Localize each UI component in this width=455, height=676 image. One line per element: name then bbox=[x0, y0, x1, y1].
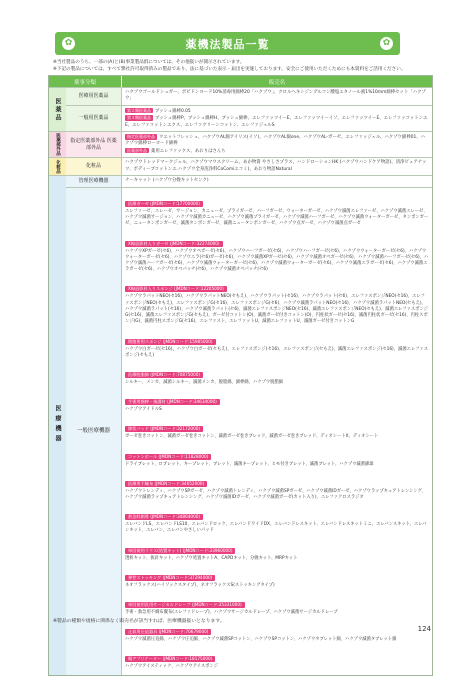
list-item bbox=[125, 591, 429, 616]
list-item bbox=[125, 361, 429, 386]
list-item bbox=[125, 388, 429, 413]
product-names: ハクゾウゴールドシュガー、ポビドンヨード10%消毒用綿棒20「ハクゾウ」、クロルヘキシジングルコン酸塩エタノール液1%10mm綿棒セット「ハクゾウ」 bbox=[125, 90, 426, 102]
item-label: 眼アプリケーター (JMDNコード:18175000) bbox=[125, 656, 215, 662]
category-label: 医療機器 bbox=[49, 176, 66, 674]
item-text: ハクゾウXPガーゼ(セ6)、ハクゾウオペガーゼ(セ6)、ハクゾウハーフガーゼ(セ6)、ハクゾウハーフガーゼ(セ6)、ハクゾウウォーターガーゼ(セ6)、ハクゾウウォーターガーゼ(セ6)、ハクゾウエラ(セ6)ガーゼ(セ6)、ハクゾウ滅菌XPガーゼ(セ6)、ハクゾウ滅菌オペガーゼ(セ6)、ハクゾウ滅菌ハーフガーゼ(セ6)、ハクゾウ滅菌ハーフガーゼ(セ6)、ハクゾウ滅菌ウォーターガーゼ(セ6)、ハクゾウ滅菌ウォーターガーゼ(セ6)、ハクゾウ滅菌エラガーゼ(セ6)、ハクゾウ滅菌エラガーゼ(セ6)、ハクゾウオペパッチ(セ6)、ハクゾウ滅菌オペパッチ(セ6) bbox=[125, 248, 429, 273]
item-label: X線造影材入りスポンジ (JMDNコード:12205000) bbox=[125, 286, 227, 292]
product-text: ウエットフレッシュ、ハクゾウAL綿アイリス(イソ)、ハクゾウAL綿one、ハクゾウAL-ガーゼ、エレファッジェル、ハクゾウ綿棒01、ハクゾウ綿棒ローヨード綿棒 bbox=[125, 135, 426, 147]
item-label: 綿状パッド (JMDNコード:32172000) bbox=[125, 426, 203, 432]
product-text: ブッシュ綿棒P、ブッシュ綿棒H、ブッシュ綿棒、エレファッツイーE、エレファッツイーイソ、エレファッツイーE、エレファッコットンエE、エレファコットンエクス、エレファクリーンコットン、エレファジェルS bbox=[125, 116, 428, 128]
category-label: 医薬品 bbox=[49, 88, 66, 131]
item-label: 医療脱脂綿 (JMDNコード:70875000) bbox=[125, 372, 203, 378]
item-label: 医療用不織布 (JMDNコード:34652000) bbox=[125, 481, 207, 487]
item-text: エレファーゼ、エレーゼ、サージョン、カニューゼ、プライガーゼ、ハーフガーゼ、ウォーターガーゼ、ハクゾウ滅菌エレファーゼ、ハクゾウ滅菌エレーゼ、ハクゾウ滅菌サージョン、ハクゾウ滅菌カニューゼ、ハクゾウ滅菌プライガーゼ、ハクゾウ滅菌ハーフガーゼ、ハクゾウ滅菌ウォーターガーゼ、タンポンガーゼ、ニュータンポンガーゼ、滅菌タンポンガーゼ、滅菌ニュータンポンガーゼ、ハクゾウ点ガーゼ、ハクゾウ滅菌点ガーゼ bbox=[125, 209, 429, 227]
header-category: 薬事分類 bbox=[49, 76, 122, 87]
sub-category: 医療用医薬品 bbox=[66, 88, 122, 105]
list-item bbox=[125, 503, 429, 534]
class-tag: 第２類医薬品 bbox=[127, 107, 151, 113]
header-name: 販売名 bbox=[268, 79, 286, 86]
list-item bbox=[125, 190, 429, 228]
item-label: 単回使用ラクス(処置キット) (JMDNコード:33960000) bbox=[125, 548, 235, 554]
section-quasi-drug bbox=[49, 131, 432, 157]
sub-category: 一般医療機器 bbox=[66, 188, 122, 674]
page-number: 124 bbox=[417, 625, 431, 633]
class-tag: 第３類医薬品 bbox=[127, 115, 151, 121]
table-row bbox=[66, 105, 432, 131]
list-item bbox=[125, 415, 429, 440]
sub-category: 一般用医薬品 bbox=[66, 106, 122, 131]
category-label: 化粧品 bbox=[49, 158, 66, 175]
product-names: ナーキャット (ハクゾウ分娩キットセンク) bbox=[125, 178, 209, 184]
list-item bbox=[125, 537, 429, 562]
title-bar bbox=[55, 32, 400, 55]
item-label: 救急絆創膏 (JMDNコード:34864000) bbox=[125, 514, 203, 520]
item-label: 開腹術用スポンジ (JMDNコード:15985000) bbox=[125, 339, 216, 345]
item-text: 透析キット、抜針キット、ハクゾウ処置キットA、CAPDキット、分娩キット、MRPキット bbox=[125, 555, 298, 561]
notes bbox=[53, 59, 433, 73]
list-item bbox=[125, 275, 429, 325]
table-row bbox=[66, 176, 432, 187]
item-label: 止血用圧迫器具 (JMDNコード:70679000) bbox=[125, 629, 211, 635]
sub-category: 化粧品 bbox=[66, 158, 122, 175]
flower-icon: ✿ bbox=[62, 37, 75, 50]
item-text: ネオフラックス(ハイソックスタイプ)、ネオフラックスS(ストッキングタイプ) bbox=[125, 582, 275, 588]
item-text: 手術・救急用不織布覆布(エレファドレープ)、ハクゾウサージカルドレープ、ハクゾウ滅菌サージカルドレープ bbox=[125, 609, 338, 615]
class-tag: 医薬部外品 bbox=[127, 147, 147, 153]
item-text: ドライブレット、ロブレット、キープレット、ブレット、滅菌キープレット、ヒモ付きブレット、滅菌ブレット、ハクゾウ滅菌綿球 bbox=[125, 461, 374, 467]
class-tag: 指定医薬部外品 bbox=[127, 134, 155, 140]
list-item bbox=[125, 470, 429, 501]
sub-category: 管理医療機器 bbox=[66, 176, 122, 187]
item-text: ガーゼ巻きコットン、滅菌ガーゼ巻きコットン、滅菌ガーゼ巻きブレッド、滅菌ガーゼ巻きブレッド、ディオシートX、ディオシート bbox=[125, 434, 379, 440]
section-medical-device bbox=[49, 175, 432, 674]
list-item bbox=[125, 443, 429, 468]
product-names bbox=[122, 132, 432, 157]
item-label: コットンボール (JMDNコード:11828000) bbox=[125, 454, 211, 460]
page-title: 薬機法製品一覧 bbox=[185, 37, 270, 51]
item-text: ハクゾウトレンディ、ハクゾウSPガーゼ、ハクゾウ滅菌トレンディ、ハクゾウ滅菌SPガーゼ、ハクゾウ滅菌IDガーゼ、ハクゾウラップキュアトレンシング、ハクゾウ滅菌ラップキュアトレンシング、ハクゾウ滅菌IDガーゼ、ハクゾウ滅菌ガーゼ(カット入り)、エレファクロスラジオ bbox=[125, 488, 426, 500]
section-drug bbox=[49, 87, 432, 131]
item-text: エレバンドLS、エレバンドLS10、エレバンドロック、エレバンドワイドDX、エレバンドレスキット、エレバンドレスキットミニ、エレバンスキット、エレバンキット、エレバン、エレバンやさしいパッド bbox=[125, 522, 427, 534]
item-text: ハクゾウ滅菌圧迫綿、ハクゾウ圧迫綿、ハクゾウ滅菌SPコットン、ハクゾウSPコットン、ハクゾウタブレット綿、ハクゾウ滅菌タブレット綿 bbox=[125, 637, 397, 643]
item-label: X線造影材入りガーゼ (JMDNコード:32274000) bbox=[125, 241, 223, 247]
item-text: シルキー、メンカ、滅菌シルキー、滅菌メンカ、脱脂綿、綿棒綿、ハクゾウ脱脂綿 bbox=[125, 379, 284, 385]
section-cosmetics bbox=[49, 157, 432, 175]
list-item bbox=[125, 230, 429, 274]
item-text: ハクゾウ白ガーゼ(セ16)、ハクゾウ白ガーゼ(セもえ)、エレファスポンジ(セ16)、エレファスポンジ(セもえ)、滅菌エレファスポンジ(セ16)、滅菌エレファスポンジ(セもえ) bbox=[125, 346, 429, 358]
flower-icon: ✿ bbox=[380, 37, 393, 50]
product-text: 薬用エレファックス、あおりはさんち bbox=[151, 148, 226, 154]
table-header bbox=[49, 76, 432, 87]
footnote: ※製品の種類や規格に関係なく販売名が該当すれば、医療機器扱いとなります。 bbox=[53, 619, 225, 624]
note-line: ※下記の製品については、すべて弊社許可取得済みの製品であり、法に基づいた表示・届出を実施しております。安全にご使用いただくためにも本資料をご活用ください。 bbox=[53, 67, 406, 72]
product-text: ブッシュ綿棒0.05 bbox=[155, 108, 191, 114]
item-text: ハクゾウアイスティック、ハクゾウアイスポンジ bbox=[125, 664, 218, 670]
category-label: 医薬部外品 bbox=[49, 132, 66, 157]
item-text: ハクゾウラパットNEO(セ16)、ハクゾウラパットNEO(セもえ)、ハクゾウラパット(セ16)、ハクゾウラパット(セ6)、エレファスポンジNEO(セ16)、エレファスポンジNEO(セもえ)、エレファスポンジG(セ16)、エレファスポンジG(セ6)、ハクゾウ滅菌ラパットNEO(セ16)、ハクゾウ滅菌ラパットNEO(セもえ)、ハクゾウ滅菌ラパット(セ16)、ハクゾウ滅菌ラパット(セ6)、滅菌エレファスポンジNEO(セ16)、滅菌エレファスポンジNEO(セもえ)、滅菌エレファスポンジG(セ16)、滅菌エレファスポンジG(セもえ)、ガーゼ付コットン(O)、滅菌ガーゼ付きコットン(O)、円柱状ガーゼ(セ16)、滅菌円柱状ガーゼ(セ16)、円柱スポンジ(G)、滅菌円柱スポンジG(セ16)、エレファスト、エレファットU、滅菌エレファットU、滅菌ガーゼ付きコットンG bbox=[125, 294, 428, 325]
product-names bbox=[122, 106, 432, 131]
note-line: ※当社製品のうち、一部の(A)と(B)事業製品群については、その他扱いが開示されています。 bbox=[53, 60, 245, 65]
table-row bbox=[66, 88, 432, 105]
item-label: 手術用綿棒・指護材 (JMDNコード:34634000) bbox=[125, 399, 220, 405]
sub-category: 指定医薬部外品 医薬部外品 bbox=[66, 132, 122, 157]
item-label: 医療ガーゼ (JMDNコード:17700000) bbox=[125, 201, 203, 207]
item-label: 弾性ストッキング (JMDNコード:37294000) bbox=[125, 575, 215, 581]
list-item bbox=[125, 564, 429, 589]
medical-items bbox=[122, 188, 432, 674]
item-label: 単回使用汎用サージカルドレープ (JMDNコード:35331000) bbox=[125, 602, 245, 608]
product-table bbox=[48, 75, 433, 676]
list-item bbox=[125, 328, 429, 359]
list-item bbox=[125, 645, 429, 670]
item-text: ハクゾウアイドルS bbox=[125, 407, 162, 413]
table-row bbox=[66, 187, 432, 674]
product-names: ハクゾウトレッドマークジェル、ハクゾウマウスクリーム、あか物資 やさしさプラス、ハンドローションHK (ハクゾウハンドケア物語)、清浄ビュアナッツ、ボディーブコットンエ.ハクゾウ全身洗浄料CoComiエコミ)、あおり物語Natural bbox=[125, 160, 427, 172]
